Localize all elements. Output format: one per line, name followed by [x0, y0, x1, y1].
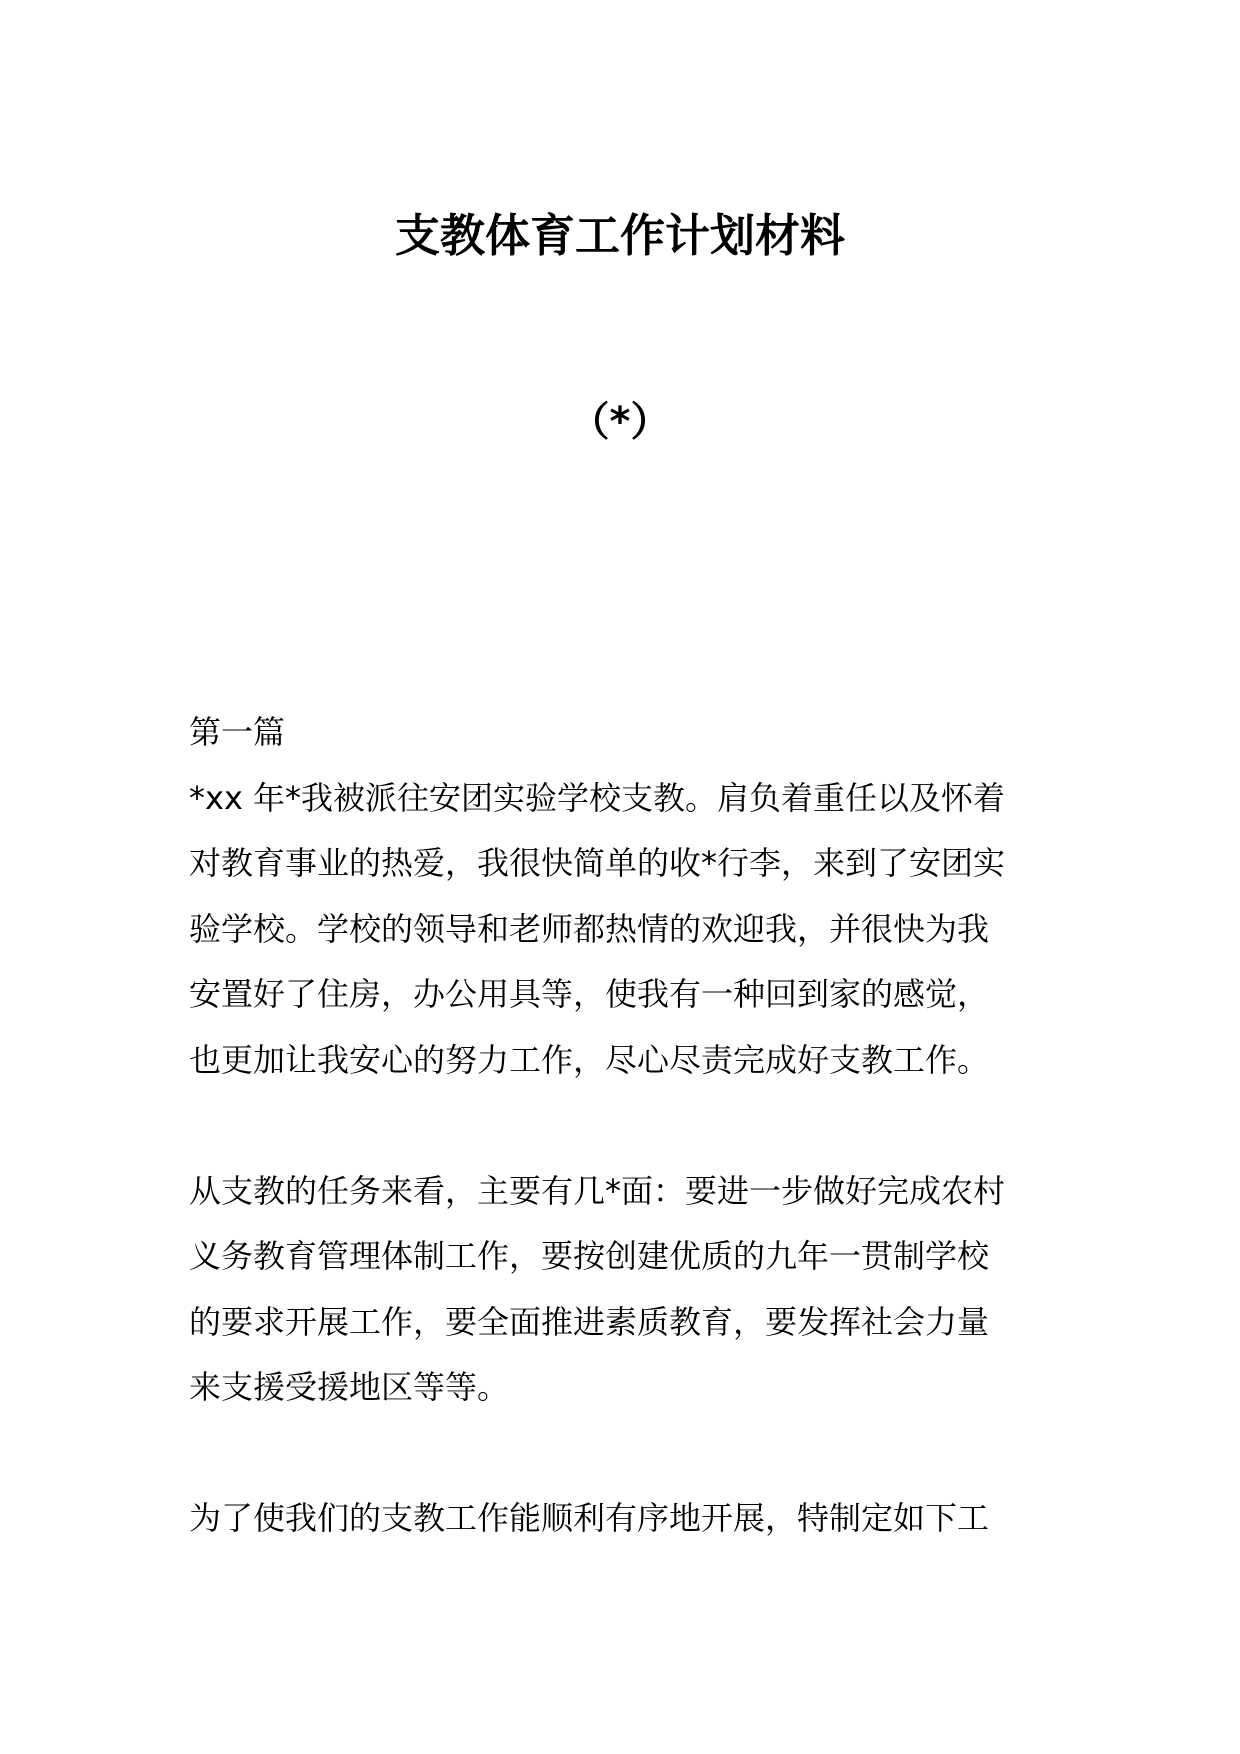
document-body [189, 700, 1069, 1552]
paragraph-line: 为了使我们的支教工作能顺利有序地开展，特制定如下工 [189, 1499, 990, 1537]
paragraph-line: 来支援受援地区等等。 [189, 1368, 510, 1406]
paragraph-line: 验学校。学校的领导和老师都热情的欢迎我，并很快为我 [189, 909, 990, 948]
paragraph-line: *xx 年*我被派往安团实验学校支教。肩负着重任以及怀着 [189, 778, 1006, 817]
document-subtitle: （*） [569, 399, 671, 445]
paragraph-line: 也更加让我安心的努力工作，尽心尽责完成好支教工作。 [189, 1040, 990, 1079]
paragraph-line: 安置好了住房，办公用具等，使我有一种回到家的感觉， [189, 975, 990, 1013]
paragraph-1 [189, 766, 1069, 1094]
section-heading: 第一篇 [189, 713, 286, 751]
paragraph-line: 义务教育管理体制工作，要按创建优质的九年一贯制学校 [189, 1237, 990, 1275]
document-title: 支教体育工作计划材料 [394, 209, 845, 262]
paragraph-2 [189, 1159, 1069, 1421]
paragraph-3 [189, 1486, 1069, 1552]
paragraph-line: 对教育事业的热爱，我很快简单的收*行李，来到了安团实 [189, 844, 1006, 882]
paragraph-line: 的要求开展工作，要全面推进素质教育，要发挥社会力量 [189, 1302, 990, 1341]
paragraph-line: 从支教的任务来看，主要有几*面：要进一步做好完成农村 [189, 1171, 1006, 1210]
